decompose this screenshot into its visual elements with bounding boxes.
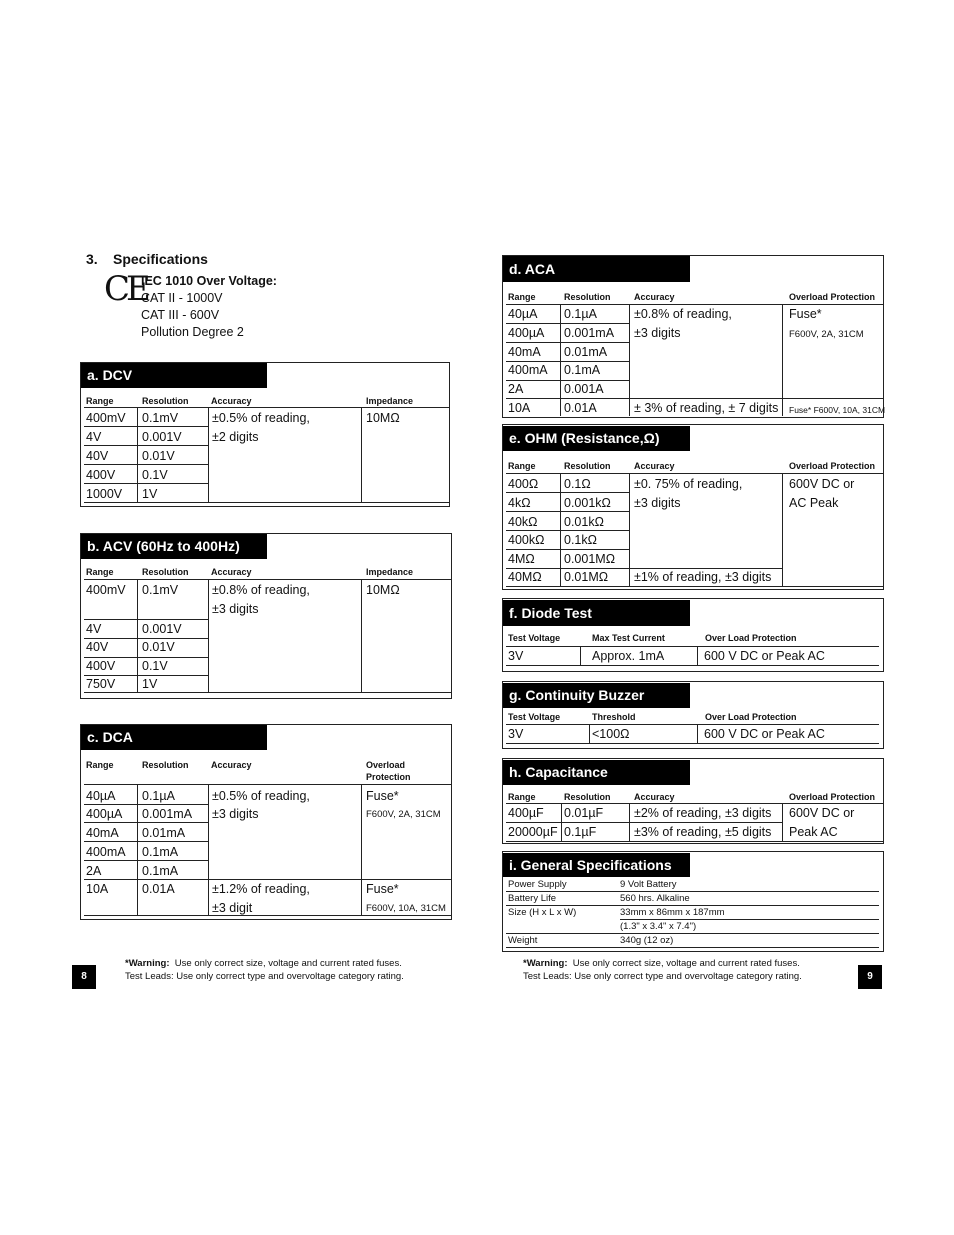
col-header: Accuracy <box>211 396 252 406</box>
col-header: Range <box>86 760 114 770</box>
table-cell: 0.1kΩ <box>564 533 597 547</box>
table-cell: 40mA <box>86 826 119 840</box>
spec-value: 9 Volt Battery <box>620 879 677 890</box>
fuse-spec: Fuse* F600V, 10A, 31CM <box>789 405 886 415</box>
table-cell: 4V <box>86 430 102 444</box>
dca-table <box>80 724 452 920</box>
table-cell: 40V <box>86 640 109 654</box>
table-cell: 0.1Ω <box>564 477 591 491</box>
table-cell: 0.01A <box>142 882 175 896</box>
page-number: 9 <box>858 965 882 989</box>
test-leads-note: Test Leads: Use only correct type and overvoltage category rating. <box>523 971 802 982</box>
table-cell: 4V <box>86 622 102 636</box>
col-header: Overload Protection <box>789 461 876 471</box>
fuse-text: Fuse* <box>789 307 822 321</box>
protection-text: 600V DC or <box>789 477 855 491</box>
continuity-table <box>502 681 884 749</box>
col-header: Resolution <box>564 792 611 802</box>
table-cell: 0.001A <box>564 382 604 396</box>
table-cell: 400V <box>86 468 116 482</box>
capacitance-title: h. Capacitance <box>503 760 690 785</box>
acv-table <box>80 533 452 699</box>
diode-table <box>502 598 884 672</box>
table-cell: 1V <box>142 677 158 691</box>
dca-title: c. DCA <box>81 725 267 750</box>
col-header: Overload Protection <box>789 792 876 802</box>
aca-table <box>502 255 884 418</box>
table-cell: 2A <box>508 382 524 396</box>
warning-note <box>523 958 800 969</box>
table-cell: 0.1µF <box>564 825 597 839</box>
col-header: Protection <box>366 772 411 782</box>
table-cell: 10A <box>86 882 109 896</box>
impedance-text: 10MΩ <box>366 411 400 425</box>
table-cell: 0.001V <box>142 430 182 444</box>
col-header: Overload <box>366 760 406 770</box>
col-header: Threshold <box>592 712 636 722</box>
col-header: Test Voltage <box>508 633 561 643</box>
protection-text: Peak AC <box>789 825 838 839</box>
table-cell: 400µF <box>508 806 544 820</box>
spec-value: 560 hrs. Alkaline <box>620 893 690 904</box>
accuracy-text: ±1% of reading, ±3 digits <box>634 570 772 584</box>
col-header: Range <box>508 461 536 471</box>
table-cell: 40V <box>86 449 109 463</box>
col-header: Range <box>508 292 536 302</box>
continuity-title: g. Continuity Buzzer <box>503 683 690 708</box>
table-cell: 3V <box>508 727 524 741</box>
col-header: Range <box>86 396 114 406</box>
table-cell: 0.01mA <box>564 345 608 359</box>
accuracy-text: ±0.8% of reading, <box>212 583 310 597</box>
ce-line: Pollution Degree 2 <box>141 325 244 339</box>
table-cell: 0.001mA <box>564 326 615 340</box>
warning-note <box>125 958 402 969</box>
col-header: Accuracy <box>634 461 675 471</box>
table-cell: 0.01kΩ <box>564 515 604 529</box>
col-header: Accuracy <box>634 792 675 802</box>
table-cell: 20000µF <box>508 825 558 839</box>
accuracy-text: ±0.8% of reading, <box>634 307 732 321</box>
capacitance-table <box>502 758 884 844</box>
spec-label: Battery Life <box>508 893 557 904</box>
table-cell: 0.1V <box>142 659 168 673</box>
table-cell: 600 V DC or Peak AC <box>704 649 825 663</box>
col-header: Over Load Protection <box>705 712 797 722</box>
table-cell: 0.1mA <box>142 845 179 859</box>
ohm-title: e. OHM (Resistance,Ω) <box>503 426 690 451</box>
accuracy-text: ±0.5% of reading, <box>212 789 310 803</box>
table-cell: 400kΩ <box>508 533 545 547</box>
protection-text: 600V DC or <box>789 806 855 820</box>
table-cell: 0.01µF <box>564 806 604 820</box>
accuracy-text: ±1.2% of reading, <box>212 882 310 896</box>
general-title: i. General Specifications <box>503 853 690 877</box>
col-header: Accuracy <box>211 567 252 577</box>
table-cell: 40MΩ <box>508 570 542 584</box>
accuracy-text: ±3 digits <box>212 807 259 821</box>
col-header: Resolution <box>564 461 611 471</box>
warning-label: *Warning: <box>523 958 568 969</box>
ce-line: CAT II - 1000V <box>141 291 223 305</box>
accuracy-text: ±3 digits <box>634 496 681 510</box>
col-header: Accuracy <box>634 292 675 302</box>
col-header: Max Test Current <box>592 633 665 643</box>
accuracy-text: ±2 digits <box>212 430 259 444</box>
col-header: Accuracy <box>211 760 252 770</box>
table-cell: 40kΩ <box>508 515 538 529</box>
table-cell: 40mA <box>508 345 541 359</box>
dcv-table <box>80 362 450 507</box>
ohm-table <box>502 424 884 590</box>
col-header: Resolution <box>142 567 189 577</box>
fuse-text: Fuse* <box>366 882 399 896</box>
table-cell: 3V <box>508 649 524 663</box>
fuse-text: Fuse* <box>366 789 399 803</box>
ce-mark-icon: CE <box>104 269 147 309</box>
table-cell: 0.1mA <box>564 363 601 377</box>
table-cell: 2A <box>86 864 102 878</box>
accuracy-text: ±0. 75% of reading, <box>634 477 743 491</box>
table-cell: 0.01mA <box>142 826 186 840</box>
warning-label: *Warning: <box>125 958 170 969</box>
ce-line: CAT III - 600V <box>141 308 220 322</box>
test-leads-note: Test Leads: Use only correct type and overvoltage category rating. <box>125 971 404 982</box>
spec-value: 33mm x 86mm x 187mm <box>620 907 725 918</box>
accuracy-text: ± 3% of reading, ± 7 digits <box>634 401 779 415</box>
section-number: 3. <box>86 251 98 267</box>
col-header: Range <box>86 567 114 577</box>
diode-title: f. Diode Test <box>503 600 690 626</box>
table-cell: 0.01A <box>564 401 597 415</box>
table-cell: 1V <box>142 487 158 501</box>
col-header: Range <box>508 792 536 802</box>
table-cell: 0.001mA <box>142 807 193 821</box>
spec-label: Weight <box>508 935 538 946</box>
accuracy-text: ±3 digit <box>212 901 253 915</box>
page-number: 8 <box>72 965 96 989</box>
ce-title: IEC 1010 Over Voltage: <box>141 274 277 288</box>
col-header: Impedance <box>366 567 414 577</box>
table-cell: 600 V DC or Peak AC <box>704 727 825 741</box>
col-header: Overload Protection <box>789 292 876 302</box>
col-header: Test Voltage <box>508 712 561 722</box>
impedance-text: 10MΩ <box>366 583 400 597</box>
table-cell: <100Ω <box>592 727 630 741</box>
table-cell: 0.1µA <box>142 789 175 803</box>
table-cell: Approx. 1mA <box>592 649 665 663</box>
spec-label: Size (H x L x W) <box>508 907 577 918</box>
col-header: Over Load Protection <box>705 633 797 643</box>
spec-value: (1.3" x 3.4" x 7.4") <box>620 921 697 932</box>
table-cell: 10A <box>508 401 531 415</box>
section-title: Specifications <box>113 251 208 267</box>
table-cell: 0.1mA <box>142 864 179 878</box>
protection-text: AC Peak <box>789 496 839 510</box>
table-cell: 400mA <box>508 363 548 377</box>
table-cell: 400mV <box>86 411 126 425</box>
table-cell: 0.01MΩ <box>564 570 609 584</box>
table-cell: 0.1mV <box>142 583 179 597</box>
spec-label: Power Supply <box>508 879 567 890</box>
dcv-title: a. DCV <box>81 363 267 388</box>
spec-value: 340g (12 oz) <box>620 935 674 946</box>
fuse-spec: F600V, 2A, 31CM <box>366 809 441 820</box>
col-header: Impedance <box>366 396 414 406</box>
col-header: Resolution <box>142 760 189 770</box>
table-cell: ±3% of reading, ±5 digits <box>634 825 772 839</box>
table-cell: 400µA <box>508 326 545 340</box>
accuracy-text: ±0.5% of reading, <box>212 411 310 425</box>
table-cell: 0.1mV <box>142 411 179 425</box>
col-header: Resolution <box>564 292 611 302</box>
aca-title: d. ACA <box>503 256 690 282</box>
table-cell: 4MΩ <box>508 552 535 566</box>
table-cell: 400Ω <box>508 477 539 491</box>
table-cell: 750V <box>86 677 116 691</box>
table-cell: 400mV <box>86 583 126 597</box>
warning-text: Use only correct size, voltage and current rated fuses. <box>572 958 800 969</box>
accuracy-text: ±3 digits <box>634 326 681 340</box>
table-cell: 0.001MΩ <box>564 552 616 566</box>
table-cell: 400mA <box>86 845 126 859</box>
warning-text: Use only correct size, voltage and current rated fuses. <box>174 958 402 969</box>
table-cell: 0.001V <box>142 622 182 636</box>
table-cell: 0.01V <box>142 640 175 654</box>
accuracy-text: ±3 digits <box>212 602 259 616</box>
table-cell: 40µA <box>86 789 116 803</box>
table-cell: 1000V <box>86 487 123 501</box>
col-header: Resolution <box>142 396 189 406</box>
table-cell: 400V <box>86 659 116 673</box>
table-cell: ±2% of reading, ±3 digits <box>634 806 772 820</box>
table-cell: 400µA <box>86 807 123 821</box>
table-cell: 0.001kΩ <box>564 496 611 510</box>
table-cell: 0.01V <box>142 449 175 463</box>
acv-title: b. ACV (60Hz to 400Hz) <box>81 534 267 559</box>
general-specs-table <box>502 851 884 952</box>
table-cell: 40µA <box>508 307 538 321</box>
table-cell: 0.1µA <box>564 307 597 321</box>
table-cell: 4kΩ <box>508 496 531 510</box>
table-cell: 0.1V <box>142 468 168 482</box>
fuse-spec: F600V, 10A, 31CM <box>366 903 446 914</box>
fuse-spec: F600V, 2A, 31CM <box>789 329 864 340</box>
